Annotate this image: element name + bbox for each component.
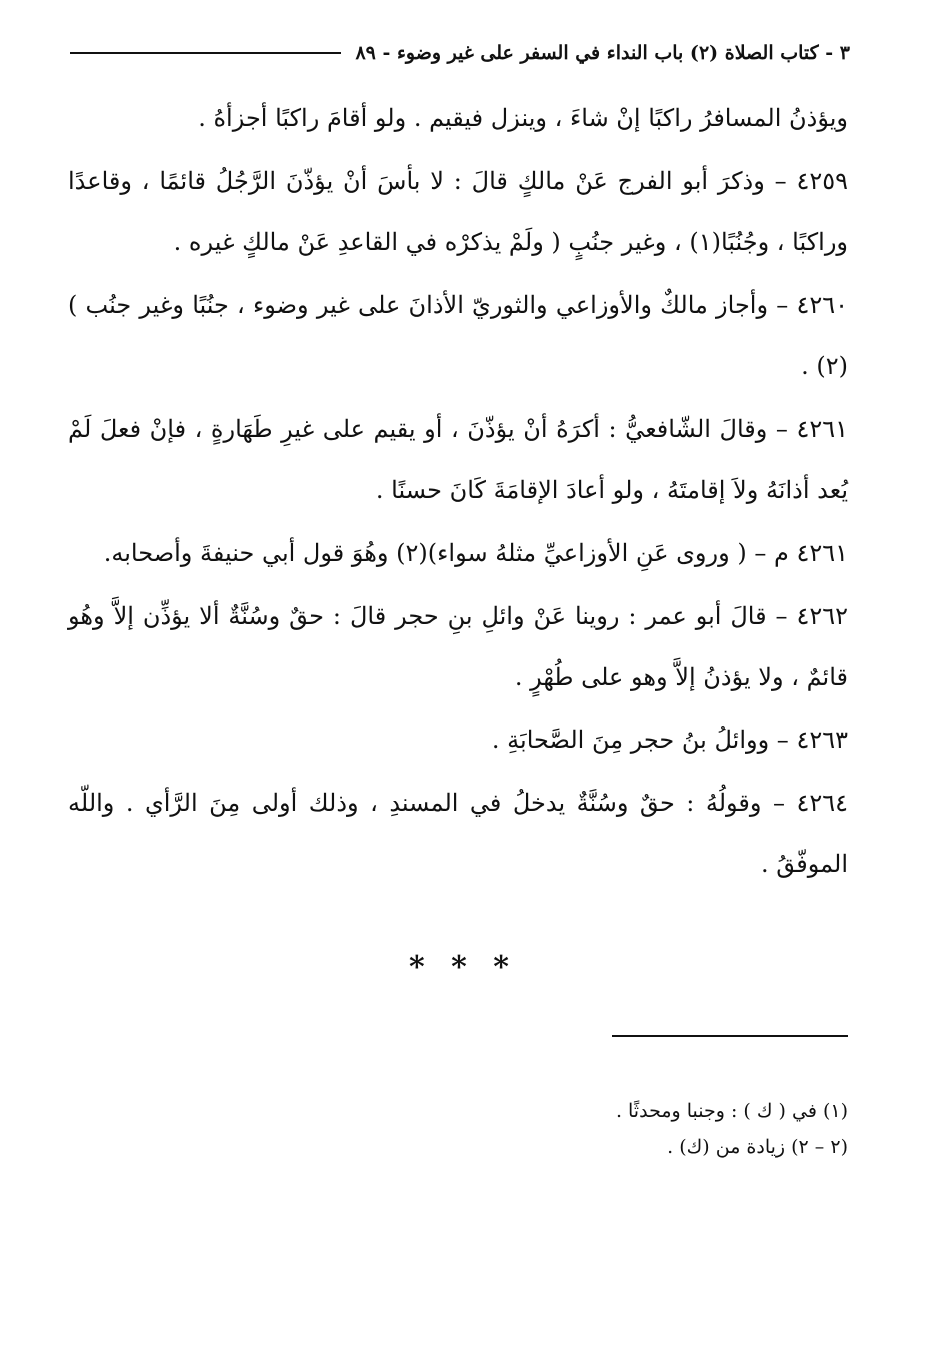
paragraph-4259: ٤٢٥٩ – وذكرَ أبو الفرج عَنْ مالكٍ قالَ : لا بأسَ أنْ يؤذّنَ الرَّجُلُ قائمًا ، وقاعدًا وراكبًا ، وجُنُبًا(١) ، وغير جنُبٍ ( ولَمْ يذكرْه في القاعدِ عَنْ مالكٍ غيره . [68, 167, 848, 256]
footnote-2: (٢ – ٢) زيادة من (ك) . [667, 1136, 848, 1158]
header-rule [70, 52, 341, 54]
page-header [70, 36, 850, 70]
paragraph-4261: ٤٢٦١ – وقالَ الشّافعيُّ : أكرَهُ أنْ يؤذّنَ ، أو يقيم على غيرِ طَهَارةٍ ، فإنْ فعلَ لَمْ يُعد أذانَهُ ولاَ إقامتَهُ ، ولو أعادَ الإقامَةَ كَانَ حسنًا . [68, 415, 848, 504]
footnote-rule [612, 1035, 848, 1037]
section-separator: * * * [409, 950, 517, 985]
paragraph-4260: ٤٢٦٠ – وأجاز مالكٌ والأوزاعي والثوريّ الأذانَ على غير وضوء ، جنُبًا وغير جنُب )(٢) . [68, 291, 849, 380]
paragraph-4264: ٤٢٦٤ – وقولُهُ : حقٌ وسُنَّةٌ يدخلُ في المسندِ ، وذلك أولى مِنَ الرَّأي . واللّه الموفّقُ . [68, 789, 848, 878]
footnote-1: (١) في ( ك ) : وجنبا ومحدثًا . [615, 1100, 848, 1122]
paragraph-intro: ويؤذنُ المسافرُ راكبًا إنْ شاءَ ، وينزل فيقيم . ولو أقامَ راكبًا أجزأهُ . [198, 104, 848, 132]
paragraph-4262: ٤٢٦٢ – قالَ أبو عمر : روينا عَنْ وائلِ بنِ حجر قالَ : حقٌ وسُنَّةٌ ألا يؤذِّن إلاَّ وهُو قائمٌ ، ولا يؤذنُ إلاَّ وهو على طُهْرٍ . [68, 602, 848, 691]
main-text [68, 88, 848, 897]
paragraph-4261m: ٤٢٦١ م – ( وروى عَنِ الأوزاعيِّ مثلهُ سواء)(٢) وهُوَ قول أبي حنيفةَ وأصحابه. [103, 539, 848, 567]
running-head: ٣ - كتاب الصلاة (٢) باب النداء في السفر على غير وضوء - ٨٩ [355, 42, 850, 64]
paragraph-4263: ٤٢٦٣ – ووائلُ بنُ حجر مِنَ الصَّحابَةِ . [491, 726, 848, 754]
footnotes [68, 1093, 848, 1165]
